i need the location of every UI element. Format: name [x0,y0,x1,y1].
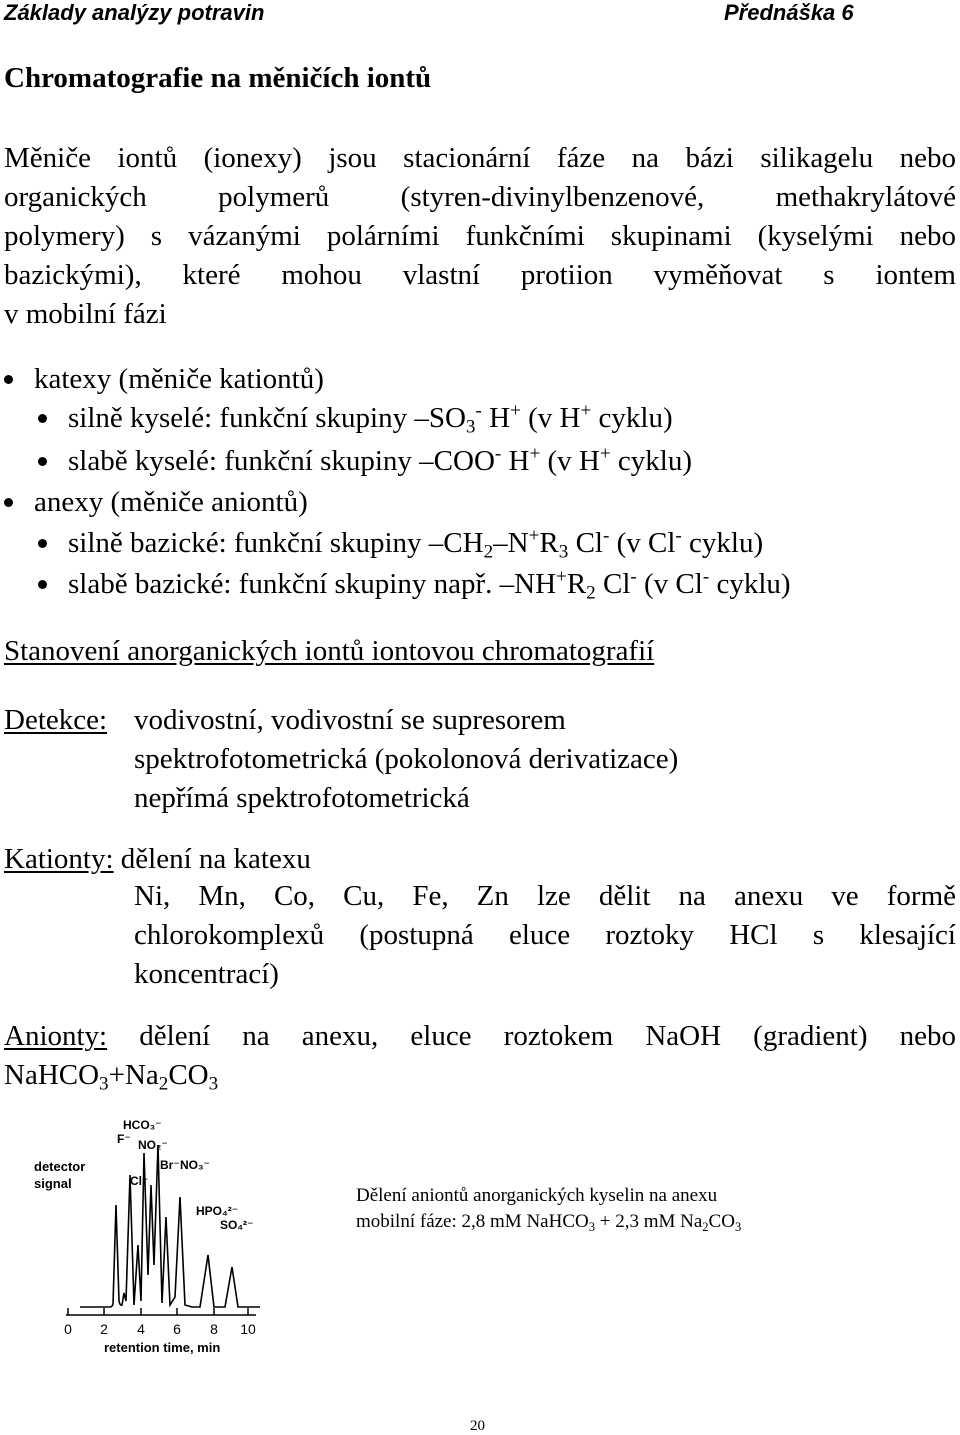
peak-label-f: F⁻ [117,1132,131,1146]
chromatogram-ylabel [34,1159,85,1191]
peak-label-cl: Cl⁻ [130,1174,149,1188]
x-axis-label: retention time, min [104,1340,221,1355]
bullet-icon [38,539,47,548]
x-axis-ticks [68,1308,248,1315]
header-lecture: Přednáška 6 [724,0,854,25]
list-item-anexy-weak: slabě bazické: funkční skupiny např. $-NH^+R_2$ Cl- (v Cl- cyklu) [68,567,791,601]
kationty-row [4,843,311,876]
anionty-line2: $NaHCO_3+Na_2CO_3$ [4,1059,219,1095]
caption-line2: mobilní fáze: 2,8 mM NaHCO$_3$ + 2,3 mM $Na_2CO_3$ [356,1211,742,1234]
bullet-icon [38,457,47,466]
peak-label-br: Br⁻ [160,1158,180,1172]
peak-label-so4: SO₄²⁻ [220,1218,254,1232]
caption-line1: Dělení aniontů anorganických kyselin na anexu [356,1185,718,1206]
bullet-icon [38,580,47,589]
intro-paragraph [4,139,956,334]
detekce-label: Detekce: [4,704,108,736]
list-item-anexy-strong: silně bazické: funkční skupiny $-CH_2-N^+R_3$ Cl- (v Cl- cyklu) [68,526,763,560]
peak-label-hco3: HCO₃⁻ [123,1118,162,1132]
kationty-line: chlorokomplexů (postupná eluce roztoky HCl s klesající [134,919,956,951]
anionty-paragraph [4,1017,956,1095]
tick-label: 8 [210,1321,218,1337]
intro-line: polymery) s vázanými polárními funkčními skupinami (kyselými nebo [4,220,956,252]
peak-label-no2: NO₂⁻ [138,1138,168,1152]
page-number: 20 [470,1418,485,1434]
svg-text:detector: detector [34,1159,86,1174]
kationty-line: koncentrací) [134,958,279,990]
svg-text:signal: signal [34,1176,72,1191]
intro-line: bazickými), které mohou vlastní protiion vyměňovat s iontem [4,259,956,291]
page-title: Chromatografie na měničích iontů [4,62,432,94]
tick-label: 2 [100,1321,108,1337]
detekce-line: spektrofotometrická (pokolonová derivatizace) [134,743,679,775]
kationty-paragraph [134,880,956,997]
tick-label: 6 [173,1321,181,1337]
tick-label: 4 [137,1321,145,1337]
list-item-katexy-strong: silně kyselé: funkční skupiny $-SO_3^-$ H+ (v H+ cyklu) [68,401,673,435]
tick-label: 0 [64,1321,72,1337]
list-item-katexy: katexy (měniče kationtů) [34,362,324,396]
detekce-line: vodivostní, vodivostní se supresorem [134,704,566,736]
bullet-icon [38,414,47,423]
tick-label: 10 [240,1321,256,1337]
anionty-label: Anionty: [4,1020,108,1052]
kationty-label: Kationty: [4,843,114,875]
detekce-line: nepřímá spektrofotometrická [134,782,470,814]
chromatogram-figure [20,1105,320,1365]
section-heading: Stanovení anorganických iontů iontovou chromatografií [4,635,655,667]
header-course: Základy analýzy potravin [4,0,265,25]
chromatogram-peak-labels [117,1118,253,1232]
intro-line: organických polymerů (styren-divinylbenzenové, methakrylátové [4,181,956,213]
intro-line: v mobilní fázi [4,298,167,330]
kationty-line: Ni, Mn, Co, Cu, Fe, Zn lze dělit na anexu ve formě [134,880,956,912]
list-item-katexy-weak: slabě kyselé: funkční skupiny –COO- H+ (v H+ cyklu) [68,444,692,478]
figure-caption [356,1183,741,1235]
intro-line: Měniče iontů (ionexy) jsou stacionární fáze na bázi silikagelu nebo [4,142,956,174]
x-axis-tick-labels [64,1321,256,1337]
peak-label-hpo4: HPO₄²⁻ [196,1204,239,1218]
bullet-icon [4,498,13,507]
detekce-row [4,704,107,737]
list-item-anexy: anexy (měniče aniontů) [34,485,308,519]
kationty-first: dělení na katexu [120,843,311,875]
peak-label-no3: NO₃⁻ [180,1158,210,1172]
anionty-line1: Anionty: dělení na anexu, eluce roztokem NaOH (gradient) nebo [4,1020,957,1052]
bullet-icon [4,375,13,384]
